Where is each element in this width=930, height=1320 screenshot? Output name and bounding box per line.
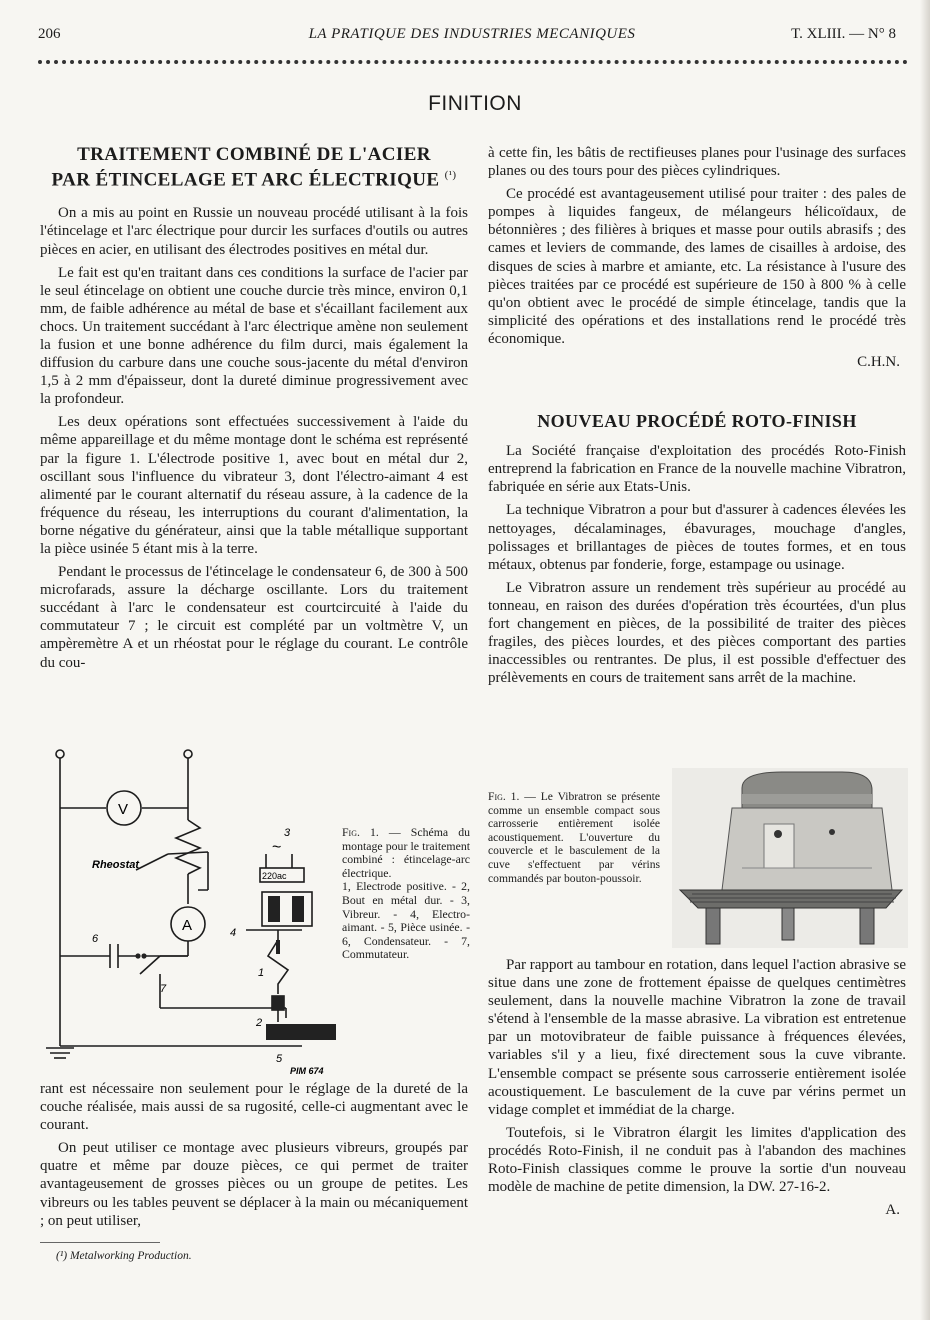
rheostat-label: Rheostat xyxy=(92,859,140,871)
article1-title-line1: TRAITEMENT COMBINÉ DE L'ACIER xyxy=(77,144,431,165)
workpiece xyxy=(266,1024,336,1040)
circuit-diagram xyxy=(40,744,340,1076)
label-4: 4 xyxy=(230,927,237,939)
page-number: 206 xyxy=(38,26,61,42)
article2-title: NOUVEAU PROCÉDÉ ROTO-FINISH xyxy=(537,411,857,432)
magnet-coil xyxy=(292,896,304,922)
article1-paragraph: Les deux opérations sont effectuées successivement à l'aide du même appareillage et du même montage dont le schéma est représenté par la figure 1. L'électrode positive 1, avec bout en métal dur 2, oscillant sous l'influence du vibrateur 3, dont l'électro-aimant 4 est alimenté par le courant alternatif du réseau assure, à la cadence de la fréquence du réseau, les interruptions du courant d'alimentation, la borne négative du générateur, ainsi que la table métallique supportant la pièce usinée 5 étant mis à la terre. xyxy=(40,414,468,558)
article2-paragraph: Toutefois, si le Vibratron élargit les limites d'application des procédés Roto-Finish, il ne conduit pas à l'abandon des machines Roto-Finish classiques comme le prouve la sortie d'un nouveau modèle de machine de petite dimension, la DW. 27-16-2. xyxy=(488,1124,906,1196)
label-5: 5 xyxy=(276,1053,283,1065)
article1-paragraph: Pendant le processus de l'étincelage le condensateur 6, de 300 à 500 microfarads, assure la décharge oscillante. Lors du traitement succédant à l'arc le condensateur est courtcircuité à l'aide du commutateur 7 ; le circuit est complété par un voltmètre V, un ampèremètre A et un rhéostat pour le réglage du courant. Le contrôle du cou- xyxy=(40,564,468,671)
ammeter-label: A xyxy=(182,917,193,934)
page-header xyxy=(38,26,906,48)
figure1-legend: 1, Electrode positive. - 2, Bout en métal dur. - 3, Vibreur. - 4, Electro-aimant. - 5, Pièce usinée. - 6, Condensateur. - 7, Commutateur. xyxy=(342,879,470,962)
voltmeter-label: V xyxy=(118,801,129,818)
figure2-caption-text: Le Vibratron se présente comme un ensemble compact sous carrosserie entièrement isolée acoustiquement. L'ouverture du couvercle et le basculement de la cuve s'effectuent par vérins commandés par bouton-poussoir. xyxy=(488,790,660,885)
figure2-caption xyxy=(488,790,660,885)
page-edge-shadow xyxy=(920,0,930,1320)
article1-title xyxy=(40,144,468,190)
article2-signature: A. xyxy=(885,1202,900,1219)
article1-signature: C.H.N. xyxy=(857,354,900,371)
article2-continuation xyxy=(488,956,906,1219)
label-3: 3 xyxy=(284,827,291,839)
right-column xyxy=(488,144,906,692)
article2-paragraph: La Société française d'exploitation des procédés Roto-Finish entreprend la fabrication en France de la nouvelle machine Vibratron, fabriquée en série aux Etats-Unis. xyxy=(488,443,906,496)
hard-metal-tip xyxy=(272,996,284,1010)
figure1-caption xyxy=(342,826,470,962)
label-2: 2 xyxy=(256,1017,263,1029)
vibratron-machine-photo xyxy=(672,768,908,948)
terminal-left xyxy=(56,750,64,758)
article2-paragraph: Le Vibratron assure un rendement très supérieur au procédé au tonneau, en raison des durées d'opération très écourtées, d'un plus fort changement en pièces, de la possibilité de traiter des pièces fragiles, des pièces lourdes, et des pièces comportant des parties inaccessibles ou rentrantes. De plus, il est possible d'effectuer des prélèvements en cours de traitement sans arrêt de la machine. xyxy=(488,579,906,687)
article2-paragraph: La technique Vibratron a pour but d'assurer à cadences élevées les nettoyages, décalaminages, ébavurages, mouchage d'angles, polissages et brillantages de pièces de toutes formes, et en tous métaux, obtenus par fonderie, forge, estampage ou usinage. xyxy=(488,502,906,573)
footnote-rule xyxy=(40,1242,160,1243)
journal-title: LA PRATIQUE DES INDUSTRIES MECANIQUES xyxy=(308,26,636,42)
article1-paragraph: Ce procédé est avantageusement utilisé pour traiter : des pales de pompes à liquides fangeux, de mélangeurs hélicoïdaux, de bétonnières ; des filières à briques et masse pour outils abrasifs ; des cames et leviers de commande, des lames de cisailles à ardoise, des disques de scies à marbre et amiante, etc. La résistance à l'usure des pièces traitées par ce procédé est supérieure de 150 à 800 % à celle qu'on obtient avec le procédé de simple étincelage, tandis que la simplicité des opérations et des installations rend le procédé très économique. xyxy=(488,186,906,347)
figure1-caption-text: Schéma du montage pour le traitement combiné : étincelage-arc électrique. xyxy=(342,825,470,880)
label-7: 7 xyxy=(160,983,167,995)
circuit-diagram-svg xyxy=(40,744,340,1076)
vibratron-machine-image xyxy=(672,768,908,948)
supply-label: 220ac xyxy=(262,871,287,881)
article1-paragraph: rant est nécessaire non seulement pour le réglage de la dureté de la couche réalisée, mais aussi de sa rugosité, celle-ci augmentant avec le courant. xyxy=(40,1081,468,1134)
figure2-caption-label: Fig. 1. — xyxy=(488,790,536,803)
vibrator-arm xyxy=(276,940,280,954)
switch-contact xyxy=(141,953,146,958)
section-title: FINITION xyxy=(428,92,522,115)
rheostat-resistor xyxy=(176,820,200,874)
figure1-caption-label: Fig. 1. — xyxy=(342,825,401,839)
article1-column-left xyxy=(40,144,468,677)
figure-reference: PIM 674 xyxy=(290,1066,324,1076)
magnet-coil xyxy=(268,896,280,922)
terminal-right xyxy=(184,750,192,758)
footnote-marker: (¹) xyxy=(444,169,457,181)
header-rule xyxy=(38,60,908,64)
ac-symbol: ~ xyxy=(272,839,282,856)
article1-paragraph: Le fait est qu'en traitant dans ces conditions la surface de l'acier par le seul étincelage on obtient une couche durcie très mince, environ 0,1 mm, de faible adhérence au métal de base et s'écaillant facilement aux chocs. Un traitement succédant à l'arc électrique amène non seulement la fusion et une bonne adhérence du film durci, mais également la diffusion du carbure dans une couche sous-jacente du métal d'environ 1,5 à 2 mm d'épaisseur, dont la dureté diminue progressivement avec la profondeur. xyxy=(40,264,468,408)
article1-paragraph: à cette fin, les bâtis de rectifieuses planes pour l'usinage des surfaces planes ou des tours pour des pièces cylindriques. xyxy=(488,145,906,180)
label-6: 6 xyxy=(92,933,99,945)
switch-contact xyxy=(135,953,140,958)
footnote: (¹) Metalworking Production. xyxy=(56,1250,192,1262)
article1-paragraph: On peut utiliser ce montage avec plusieurs vibreurs, groupés par quatre et même par douze pièces, ce qui permet de traiter avantageusement de grosses pièces ou un groupe de petites. Les vibreurs ou les tables peuvent se déplacer à la main ou mécaniquement ; on peut utiliser, xyxy=(40,1140,468,1229)
issue-number: T. XLIII. — N° 8 xyxy=(791,26,896,42)
article1-title-line2: PAR ÉTINCELAGE ET ARC ÉLECTRIQUE xyxy=(51,169,440,191)
article1-paragraph: On a mis au point en Russie un nouveau procédé utilisant à la fois l'étincelage et l'arc électrique pour durcir les surfaces d'outils ou autres pièces en acier, en utilisant des électrodes positives en métal dur. xyxy=(40,205,468,258)
label-1: 1 xyxy=(258,967,265,979)
article1-continuation xyxy=(40,1080,468,1235)
article2-paragraph: Par rapport au tambour en rotation, dans lequel l'action abrasive se situe dans une zone de frottement épaisse de quelques centimètres seulement, dans la nouvelle machine Vibratron la zone de travail s'étend à l'ensemble de la masse abrasive. La vibration est entretenue par un motovibrateur de faible puissance à fréquences élevées, variables s'il y a lieu, fixé directement sous la cuve vibrante. L'ensemble compact se présente sous carrosserie entièrement isolée acoustiquement. Le basculement de la cuve par vérins permet un vidage complet et immédiat de la charge. xyxy=(488,957,906,1118)
